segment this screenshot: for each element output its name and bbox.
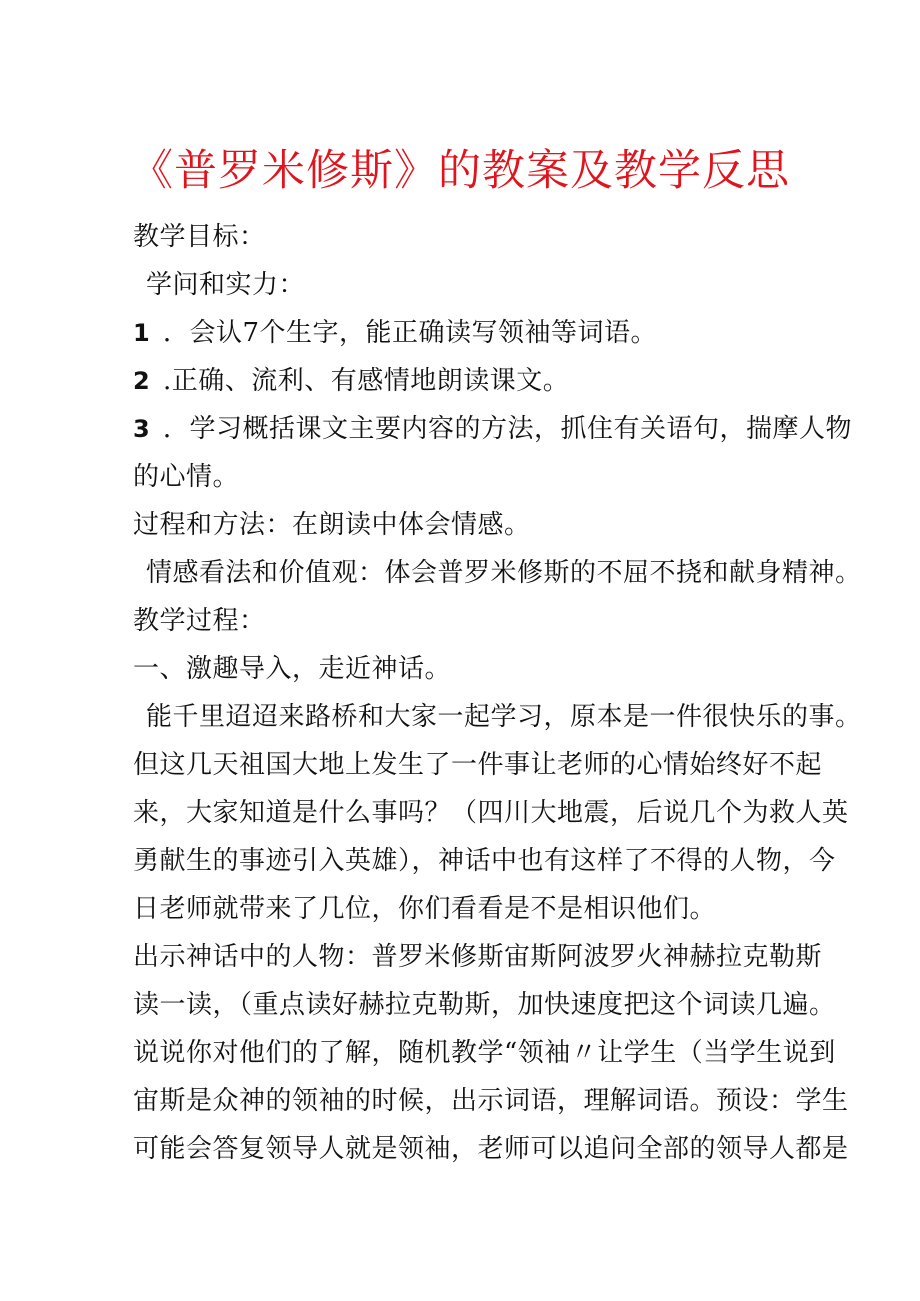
- paragraph-line: 读一读，（重点读好赫拉克勒斯，加快速度把这个词读几遍。: [133, 990, 836, 1020]
- list-item-1: [133, 313, 657, 353]
- paragraph-line: 出示神话中的人物：普罗米修斯宙斯阿波罗火神赫拉克勒斯: [133, 942, 823, 972]
- section-heading: 教学过程：: [133, 606, 266, 636]
- list-number: 2: [133, 367, 151, 395]
- paragraph-line: 日老师就带来了几位，你们看看是不是相识他们。: [133, 894, 717, 924]
- paragraph-line: 说说你对他们的了解，随机教学“领袖〃让学生（当学生说到: [133, 1038, 836, 1068]
- paragraph-line: 教学目标：: [133, 222, 266, 252]
- list-item-3: [133, 409, 852, 449]
- paragraph-line: 的心情。: [133, 462, 240, 492]
- paragraph-line: 学问和实力：: [146, 270, 306, 300]
- list-item-text: ．学习概括课文主要内容的方法，抓住有关语句，揣摩人物: [163, 414, 853, 444]
- section-heading: 一、激趣导入，走近神话。: [133, 654, 452, 684]
- list-number: 1: [133, 319, 151, 347]
- paragraph-line: 能千里迢迢来路桥和大家一起学习，原本是一件很快乐的事。: [146, 702, 862, 732]
- document-title: 《普罗米修斯》的教案及教学反思: [130, 146, 790, 196]
- paragraph-line: 过程和方法：在朗读中体会情感。: [133, 510, 531, 540]
- paragraph-line: 宙斯是众神的领袖的时候，出示词语，理解词语。预设：学生: [133, 1086, 849, 1116]
- list-item-text: .正确、流利、有感情地朗读课文。: [163, 366, 570, 396]
- list-item-text: ．会认7个生字，能正确读写领袖等词语。: [163, 318, 658, 348]
- paragraph-line: 可能会答复领导人就是领袖，老师可以追问全部的领导人都是: [133, 1134, 849, 1164]
- list-item-2: [133, 361, 569, 401]
- paragraph-line: 勇献生的事迹引入英雄），神话中也有这样了不得的人物，今: [133, 846, 836, 876]
- paragraph-line: 但这几天祖国大地上发生了一件事让老师的心情始终好不起: [133, 750, 823, 780]
- paragraph-line: 情感看法和价值观：体会普罗米修斯的不屈不挠和献身精神。: [146, 558, 862, 588]
- paragraph-line: 来，大家知道是什么事吗？（四川大地震，后说几个为救人英: [133, 798, 849, 828]
- list-number: 3: [133, 415, 151, 443]
